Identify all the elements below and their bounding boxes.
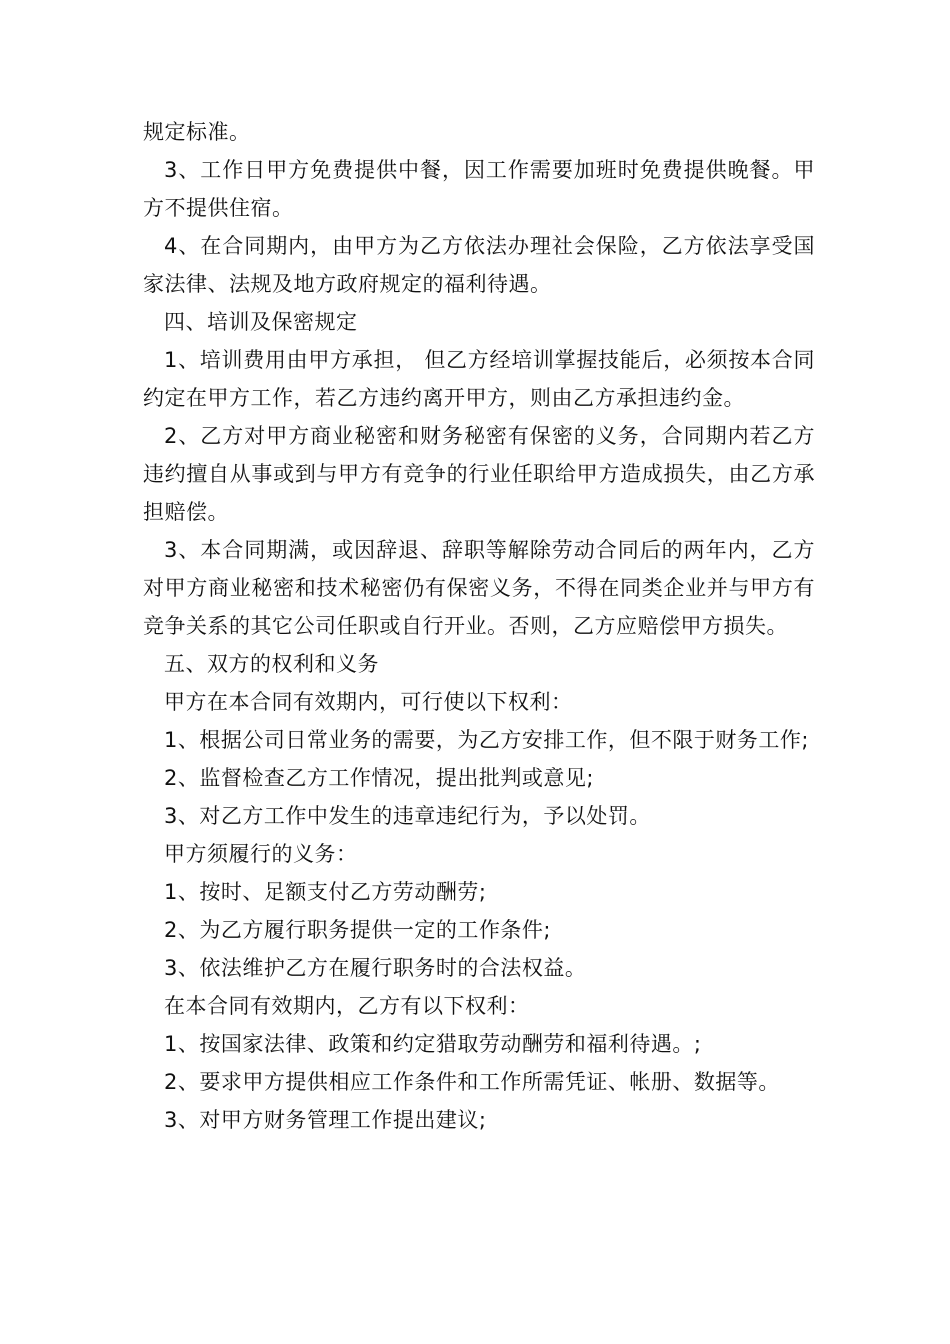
section-heading: 五、双方的权利和义务 (164, 652, 379, 676)
paragraph: 在本合同有效期内，乙方有以下权利： (164, 994, 530, 1018)
paragraph: 3、本合同期满，或因辞退、辞职等解除劳动合同后的两年内，乙方对甲方商业秘密和技术秘密仍有保密义务，不得在同类企业并与甲方有竞争关系的其它公司任职或自行开业。否则，乙方应赔偿甲方损失。 (143, 538, 815, 638)
paragraph: 4、在合同期内，由甲方为乙方依法办理社会保险，乙方依法享受国家法律、法规及地方政府规定的福利待遇。 (143, 234, 815, 296)
paragraph: 2、监督检查乙方工作情况，提出批判或意见; (164, 766, 594, 790)
paragraph: 2、乙方对甲方商业秘密和财务秘密有保密的义务，合同期内若乙方违约擅自从事或到与甲方有竞争的行业任职给甲方造成损失，由乙方承担赔偿。 (143, 424, 815, 524)
paragraph: 3、对乙方工作中发生的违章违纪行为，予以处罚。 (164, 804, 651, 828)
paragraph: 3、对甲方财务管理工作提出建议; (164, 1108, 487, 1132)
paragraph: 甲方在本合同有效期内，可行使以下权利： (164, 690, 573, 714)
paragraph: 3、工作日甲方免费提供中餐，因工作需要加班时免费提供晚餐。甲方不提供住宿。 (143, 158, 815, 220)
paragraph: 2、要求甲方提供相应工作条件和工作所需凭证、帐册、数据等。 (164, 1070, 780, 1094)
paragraph: 1、培训费用由甲方承担， 但乙方经培训掌握技能后，必须按本合同约定在甲方工作，若乙方违约离开甲方，则由乙方承担违约金。 (143, 348, 815, 410)
section-heading: 四、培训及保密规定 (164, 310, 358, 334)
paragraph: 1、按国家法律、政策和约定猎取劳动酬劳和福利待遇。; (164, 1032, 702, 1056)
paragraph: 1、根据公司日常业务的需要，为乙方安排工作，但不限于财务工作; (164, 728, 809, 752)
paragraph: 3、依法维护乙方在履行职务时的合法权益。 (164, 956, 587, 980)
document-body (143, 113, 815, 1139)
paragraph: 甲方须履行的义务： (164, 842, 358, 866)
paragraph: 规定标准。 (143, 120, 251, 144)
paragraph: 1、按时、足额支付乙方劳动酬劳; (164, 880, 487, 904)
paragraph: 2、为乙方履行职务提供一定的工作条件; (164, 918, 551, 942)
